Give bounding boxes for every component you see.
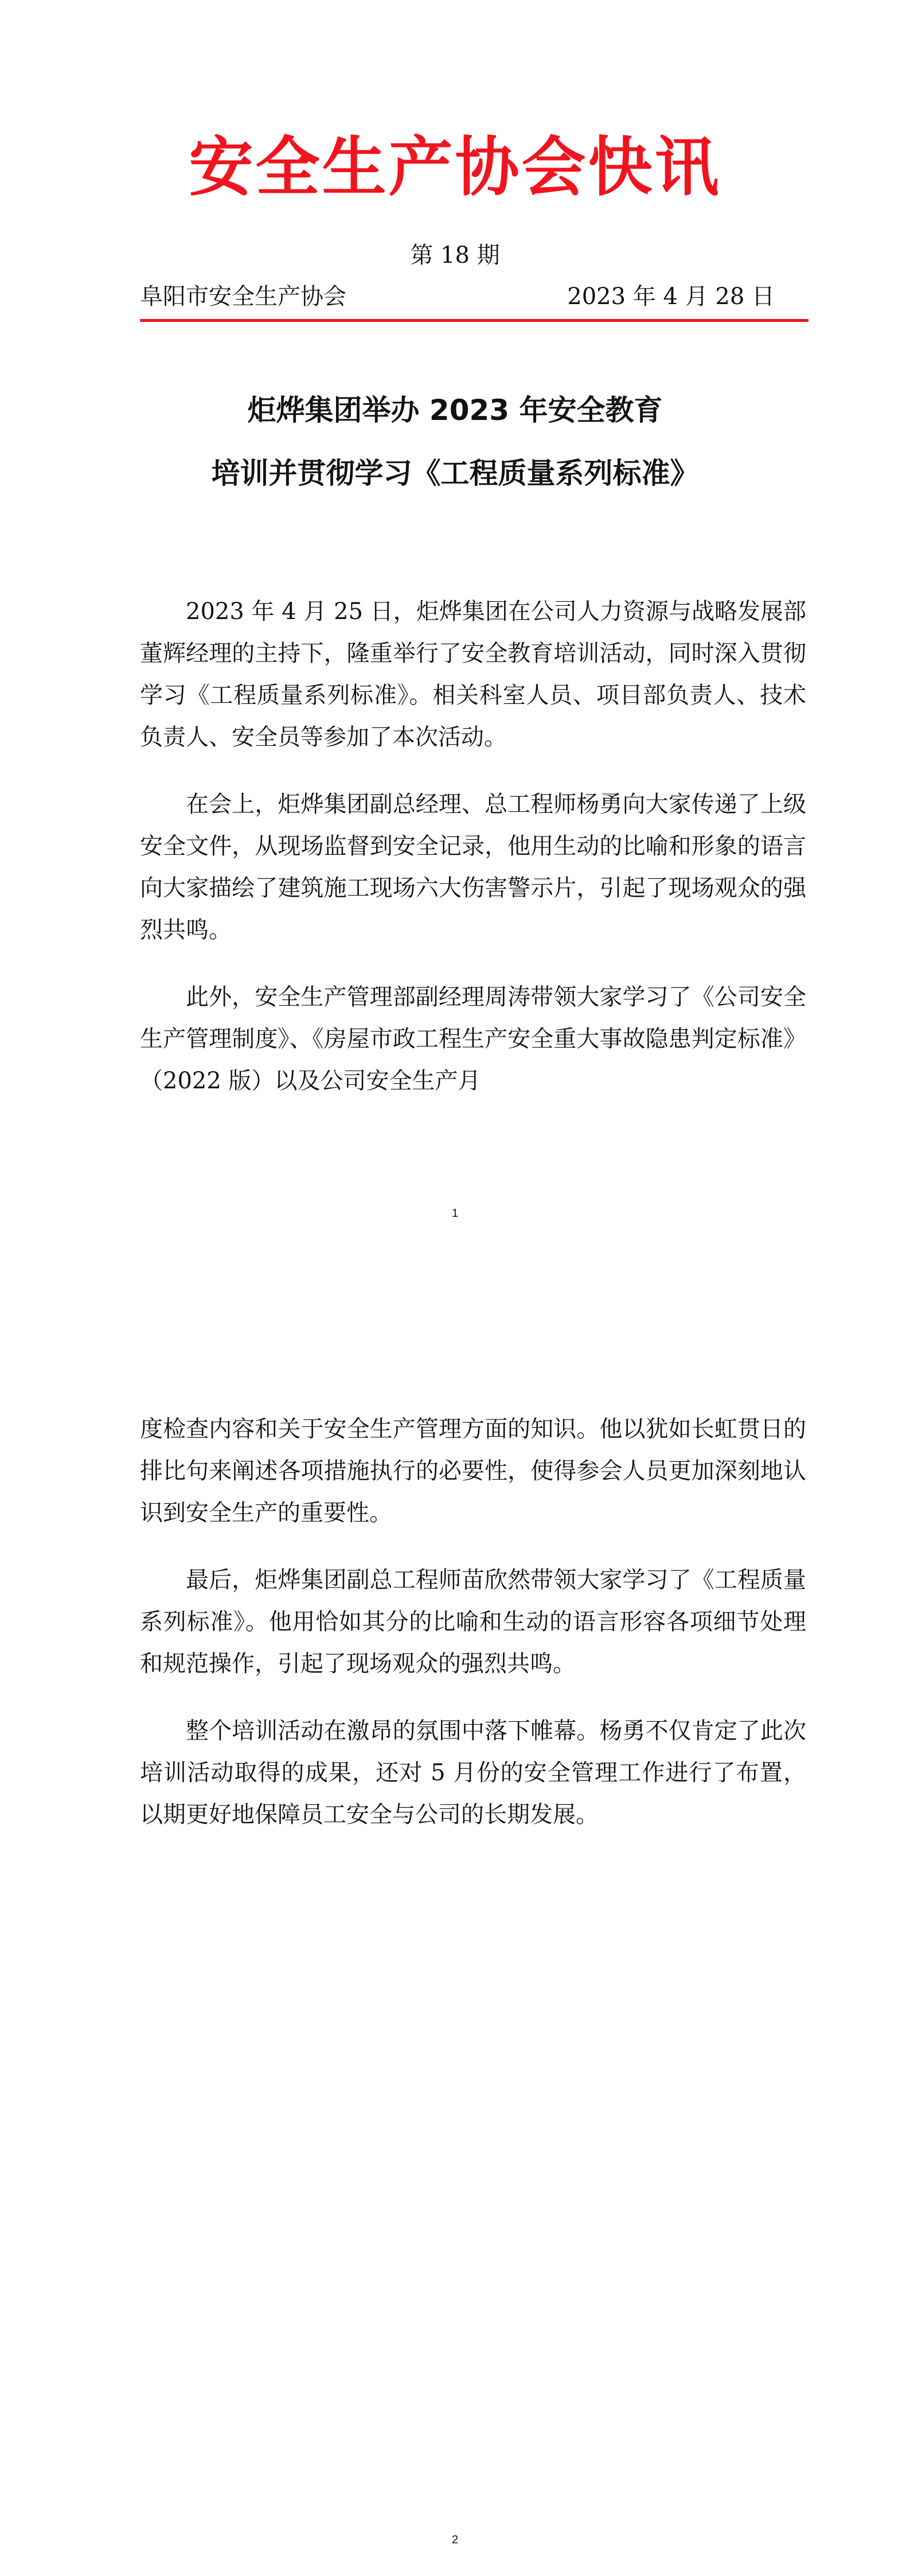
article-title [0,379,910,505]
paragraph-continuation: 度检查内容和关于安全生产管理方面的知识。他以犹如长虹贯日的排比句来阐述各项措施执行的必要性，使得参会人员更加深刻地认识到安全生产的重要性。 [140,1416,806,1526]
publish-date: 2023 年 4 月 28 日 [567,283,775,310]
article-body-page-1 [140,591,806,1127]
paragraph: 2023 年 4 月 25 日，炬烨集团在公司人力资源与战略发展部董辉经理的主持下，隆重举行了安全教育培训活动，同时深入贯彻学习《工程质量系列标准》。相关科室人员、项目部负责人、技术负责人、安全员等参加了本次活动。 [140,598,806,750]
article-body-page-2 [140,1408,806,1861]
masthead-title: 安全生产协会快讯 [189,130,721,205]
page-number: 1 [451,1207,459,1220]
page-number: 2 [451,2534,459,2546]
page-2 [0,1288,910,2576]
paragraph: 整个培训活动在激昂的氛围中落下帷幕。杨勇不仅肯定了此次培训活动取得的成果，还对 5 月份的安全管理工作进行了布置，以期更好地保障员工安全与公司的长期发展。 [140,1718,806,1828]
article-title-line-2: 培训并贯彻学习《工程质量系列标准》 [211,457,699,490]
organization-name: 阜阳市安全生产协会 [140,283,346,310]
article-title-line-1: 炬烨集团举办 2023 年安全教育 [247,394,663,427]
paragraph: 在会上，炬烨集团副总经理、总工程师杨勇向大家传递了上级安全文件，从现场监督到安全记录，他用生动的比喻和形象的语言向大家描绘了建筑施工现场六大伤害警示片，引起了现场观众的强烈共鸣。 [140,791,806,943]
issue-number: 第 18 期 [410,242,500,269]
masthead-divider [140,319,809,322]
paragraph: 最后，炬烨集团副总工程师苗欣然带领大家学习了《工程质量系列标准》。他用恰如其分的比喻和生动的语言形容各项细节处理和规范操作，引起了现场观众的强烈共鸣。 [140,1567,806,1677]
paragraph: 此外，安全生产管理部副经理周涛带领大家学习了《公司安全生产管理制度》、《房屋市政工程生产安全重大事故隐患判定标准》（2022 版）以及公司安全生产月 [140,984,806,1094]
